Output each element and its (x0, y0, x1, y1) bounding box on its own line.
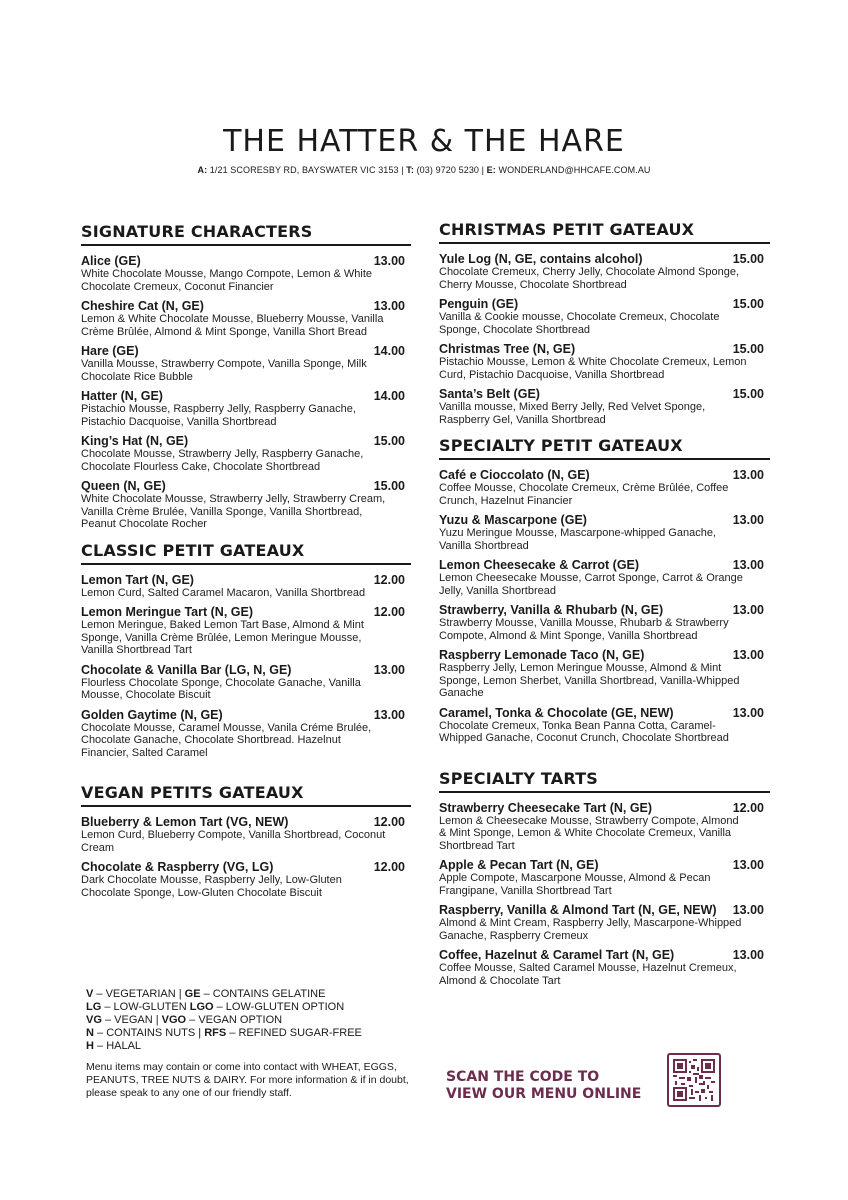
menu-item-price: 14.00 (373, 344, 405, 358)
menu-item-description: Lemon Curd, Blueberry Compote, Vanilla Shortbread, Coconut Cream (81, 829, 386, 854)
menu-item (81, 299, 411, 338)
allergen-disclaimer: Menu items may contain or come into contact with WHEAT, EGGS, PEANUTS, TREE NUTS & DAIRY. For more information & if in doubt, please speak to any one of our friendly staff. (86, 1061, 409, 1099)
menu-item-name: Lemon Cheesecake & Carrot (GE) (439, 558, 640, 572)
menu-item-price: 15.00 (732, 342, 764, 356)
menu-item-description: Lemon & White Chocolate Mousse, Blueberry Mousse, Vanilla Crème Brûlée, Almond & Mint Sponge, Vanilla Short Bread (81, 313, 384, 338)
menu-item (439, 468, 770, 507)
menu-item-description: Pistachio Mousse, Raspberry Jelly, Raspberry Ganache, Pistachio Dacquoise, Vanilla Shortbread (81, 403, 356, 428)
menu-item-head (81, 815, 407, 829)
menu-item-description: Chocolate Mousse, Caramel Mousse, Vanila Créme Brulée, Chocolate Ganache, Chocolate Shortbread. Hazelnut Financier, Salted Caramel (81, 721, 372, 759)
menu-item-head (439, 648, 766, 662)
menu-item-price: 13.00 (732, 648, 764, 662)
menu-item-name: Penguin (GE) (439, 297, 519, 311)
menu-item-description: Vanilla mousse, Mixed Berry Jelly, Red Velvet Sponge, Raspberry Gel, Vanilla Shortbread (439, 401, 706, 426)
menu-item-price: 14.00 (373, 389, 405, 403)
section-title: VEGAN PETITS GATEAUX (81, 783, 411, 807)
menu-item-price: 12.00 (373, 605, 405, 619)
menu-item-description: Coffee Mousse, Chocolate Cremeux, Crème Brûlée, Coffee Crunch, Hazelnut Financier (439, 482, 729, 507)
menu-item-name: Yuzu & Mascarpone (GE) (439, 513, 587, 527)
menu-item-price: 13.00 (732, 513, 764, 527)
section-classic (81, 541, 411, 760)
menu-item-price: 13.00 (732, 948, 764, 962)
menu-item-name: Chocolate & Vanilla Bar (LG, N, GE) (81, 662, 292, 677)
menu-item-description: Almond & Mint Cream, Raspberry Jelly, Mascarpone-Whipped Ganache, Raspberry Cremeux (439, 917, 742, 942)
menu-item-price: 13.00 (373, 707, 405, 722)
menu-item (81, 708, 411, 760)
menu-item-price: 13.00 (732, 903, 764, 917)
menu-item (439, 706, 770, 745)
menu-item-description: White Chocolate Mousse, Mango Compote, Lemon & White Chocolate Cremeux, Coconut Financier (81, 268, 373, 293)
menu-header (0, 124, 848, 175)
menu-item (81, 434, 411, 473)
qr-code-icon[interactable] (667, 1053, 721, 1107)
menu-item-price: 13.00 (373, 299, 405, 313)
menu-item-price: 13.00 (373, 254, 405, 268)
menu-item-price: 12.00 (373, 815, 405, 829)
section-title: CLASSIC PETIT GATEAUX (81, 541, 411, 565)
menu-item-description: Dark Chocolate Mousse, Raspberry Jelly, Low-Gluten Chocolate Sponge, Low-Gluten Chocolate Biscuit (81, 874, 342, 899)
section-title: SIGNATURE CHARACTERS (81, 222, 411, 246)
left-column (81, 222, 411, 909)
menu-item-price: 12.00 (732, 800, 764, 815)
menu-item-head (439, 297, 766, 311)
menu-item-description: Coffee Mousse, Salted Caramel Mousse, Hazelnut Cremeux, Almond & Chocolate Tart (439, 962, 737, 987)
menu-item-head (439, 706, 766, 720)
menu-item-description: Flourless Chocolate Sponge, Chocolate Ganache, Vanilla Mousse, Chocolate Biscuit (81, 676, 361, 701)
menu-item (439, 948, 770, 987)
menu-item-head (439, 558, 766, 572)
menu-item-name: Chocolate & Raspberry (VG, LG) (81, 860, 274, 874)
menu-item-head (439, 948, 766, 962)
menu-item-description: White Chocolate Mousse, Strawberry Jelly, Strawberry Cream, Vanilla Crème Brulée, Vanilla Sponge, Vanilla Shortbread, Peanut Chocolate Rocher (81, 493, 386, 530)
section-christmas (439, 220, 770, 426)
menu-item-head (439, 858, 766, 872)
menu-item-name: Blueberry & Lemon Tart (VG, NEW) (81, 815, 289, 829)
menu-item-head (81, 389, 407, 403)
menu-item (81, 860, 411, 899)
menu-item-description: Chocolate Cremeux, Cherry Jelly, Chocolate Almond Sponge, Cherry Mousse, Chocolate Shortbread (439, 266, 740, 291)
menu-item (81, 479, 411, 531)
section-title: CHRISTMAS PETIT GATEAUX (439, 220, 770, 244)
menu-item-name: Caramel, Tonka & Chocolate (GE, NEW) (439, 705, 674, 720)
menu-item-price: 13.00 (732, 858, 764, 872)
menu-item-name: Cheshire Cat (N, GE) (81, 299, 204, 313)
menu-item-price: 13.00 (732, 705, 764, 720)
email-label: E: (486, 165, 496, 175)
section-title: SPECIALTY TARTS (439, 769, 770, 793)
scan-line-1: SCAN THE CODE TO (446, 1069, 600, 1085)
menu-item-head (81, 605, 407, 619)
menu-item-name: Alice (GE) (81, 254, 141, 268)
menu-item (81, 344, 411, 383)
menu-item-head (81, 860, 407, 874)
menu-item-name: King’s Hat (N, GE) (81, 434, 189, 448)
menu-item-price: 12.00 (373, 860, 405, 874)
menu-item (439, 297, 770, 336)
menu-item (439, 342, 770, 381)
menu-item-name: Coffee, Hazelnut & Caramel Tart (N, GE) (439, 948, 675, 962)
menu-item-description: Chocolate Cremeux, Tonka Bean Panna Cotta, Caramel-Whipped Ganache, Coconut Crunch, Chocolate Shortbread (439, 719, 729, 744)
menu-item-price: 15.00 (732, 252, 764, 266)
menu-item-name: Lemon Tart (N, GE) (81, 572, 194, 587)
section-specialty (439, 436, 770, 745)
menu-item-name: Lemon Meringue Tart (N, GE) (81, 605, 253, 619)
menu-item-name: Raspberry, Vanilla & Almond Tart (N, GE, NEW) (439, 903, 717, 917)
menu-item-price: 15.00 (732, 387, 764, 401)
menu-item-name: Strawberry, Vanilla & Rhubarb (N, GE) (439, 603, 664, 617)
menu-item-price: 15.00 (732, 297, 764, 311)
menu-item (439, 252, 770, 291)
section-signature (81, 222, 411, 531)
menu-item (81, 573, 411, 600)
menu-item-head (439, 801, 766, 815)
menu-item-description: Lemon Curd, Salted Caramel Macaron, Vanilla Shortbread (81, 586, 366, 599)
menu-item-description: Vanilla & Cookie mousse, Chocolate Cremeux, Chocolate Sponge, Chocolate Shortbread (439, 311, 720, 336)
menu-item (81, 389, 411, 428)
menu-item-head (81, 344, 407, 358)
menu-item-head (81, 708, 407, 722)
menu-item-head (439, 252, 766, 266)
menu-item-price: 13.00 (373, 662, 405, 677)
right-column (439, 220, 770, 997)
menu-item-description: Vanilla Mousse, Strawberry Compote, Vanilla Sponge, Milk Chocolate Rice Bubble (81, 358, 367, 383)
menu-item-description: Strawberry Mousse, Vanilla Mousse, Rhubarb & Strawberry Compote, Almond & Mint Sponge, Vanilla Shortbread (439, 617, 729, 642)
menu-item-name: Apple & Pecan Tart (N, GE) (439, 858, 599, 872)
section-vegan (81, 783, 411, 899)
section-title: SPECIALTY PETIT GATEAUX (439, 436, 770, 460)
menu-item-name: Yule Log (N, GE, contains alcohol) (439, 252, 643, 266)
menu-item-description: Lemon & Cheesecake Mousse, Strawberry Compote, Almond & Mint Sponge, Lemon & White Chocolate Cremeux, Vanilla Shortbread Tart (439, 814, 739, 852)
menu-item-head (439, 387, 766, 401)
address: 1/21 SCORESBY RD, BAYSWATER VIC 3153 (209, 165, 399, 175)
menu-item-price: 15.00 (373, 434, 405, 448)
menu-item-name: Strawberry Cheesecake Tart (N, GE) (439, 800, 653, 815)
menu-item-description: Yuzu Meringue Mousse, Mascarpone-whipped Ganache, Vanilla Shortbread (439, 527, 716, 552)
menu-item-head (439, 342, 766, 356)
menu-item-name: Café e Cioccolato (N, GE) (439, 468, 590, 482)
menu-item-head (439, 903, 766, 917)
menu-item (439, 648, 770, 700)
menu-item (439, 903, 770, 942)
menu-item (81, 815, 411, 854)
menu-item (439, 801, 770, 853)
menu-item (439, 387, 770, 426)
section-tarts (439, 769, 770, 988)
phone: (03) 9720 5230 (416, 165, 480, 175)
menu-item-description: Pistachio Mousse, Lemon & White Chocolate Cremeux, Lemon Curd, Pistachio Dacquoise, Vanilla Shortbread (439, 356, 747, 381)
menu-item-head (439, 603, 766, 617)
menu-item-head (439, 468, 766, 482)
menu-item-price: 13.00 (732, 468, 764, 482)
contact-line: A: 1/21 SCORESBY RD, BAYSWATER VIC 3153 | T: (03) 9720 5230 | E: WONDERLAND@HHCAFE.COM.AU (197, 165, 651, 175)
email: WONDERLAND@HHCAFE.COM.AU (498, 165, 651, 175)
menu-item-name: Queen (N, GE) (81, 479, 166, 493)
menu-item-description: Apple Compote, Mascarpone Mousse, Almond & Pecan Frangipane, Vanilla Shortbread Tart (439, 872, 711, 897)
address-label: A: (197, 165, 208, 175)
menu-item-description: Lemon Cheesecake Mousse, Carrot Sponge, Carrot & Orange Jelly, Vanilla Shortbread (439, 572, 743, 597)
menu-item-head (81, 663, 407, 677)
menu-item-price: 13.00 (732, 603, 764, 617)
phone-label: T: (406, 165, 414, 175)
menu-item-name: Hatter (N, GE) (81, 389, 163, 403)
menu-item (439, 513, 770, 552)
menu-item-name: Golden Gaytime (N, GE) (81, 707, 223, 722)
menu-item-name: Hare (GE) (81, 344, 139, 358)
menu-item (439, 858, 770, 897)
menu-item-description: Chocolate Mousse, Strawberry Jelly, Raspberry Ganache, Chocolate Flourless Cake, Chocolate Shortbread (81, 448, 364, 473)
menu-item-head (81, 434, 407, 448)
menu-item-head (81, 479, 407, 493)
menu-item-name: Santa’s Belt (GE) (439, 387, 540, 401)
scan-line-2: VIEW OUR MENU ONLINE (446, 1086, 642, 1102)
menu-item (81, 254, 411, 293)
menu-item (439, 603, 770, 642)
menu-item-head (439, 513, 766, 527)
restaurant-title: THE HATTER & THE HARE (223, 124, 625, 159)
scan-callout (446, 1069, 641, 1103)
dietary-legend: V – VEGETARIAN | GE – CONTAINS GELATINE LG – LOW-GLUTEN LGO – LOW-GLUTEN OPTION VG – VEGAN | VGO – VEGAN OPTION N – CONTAINS NUTS | RFS – REFINED SUGAR-FREE H – HALAL Menu items may contain or come into contact with WHEAT, EGGS, PEANUTS, TREE NUTS & DAIRY. For more information & if in doubt, please speak to any one of our friendly staff. (86, 988, 416, 1100)
menu-item-description: Lemon Meringue, Baked Lemon Tart Base, Almond & Mint Sponge, Vanilla Crème Brûlée, Lemon Meringue Mousse, Vanilla Shortbread Tart (81, 619, 364, 656)
menu-item-price: 12.00 (373, 572, 405, 587)
menu-item-head (81, 299, 407, 313)
menu-item-head (81, 573, 407, 587)
menu-item-name: Raspberry Lemonade Taco (N, GE) (439, 648, 645, 662)
menu-item-head (81, 254, 407, 268)
menu-item-price: 15.00 (373, 479, 405, 493)
menu-item (439, 558, 770, 597)
menu-item-name: Christmas Tree (N, GE) (439, 342, 576, 356)
menu-item (81, 605, 411, 657)
menu-item (81, 663, 411, 702)
menu-item-description: Raspberry Jelly, Lemon Meringue Mousse, Almond & Mint Sponge, Lemon Sherbet, Vanilla Shortbread, Vanilla-Whipped Ganache (439, 662, 740, 699)
menu-item-price: 13.00 (732, 558, 764, 572)
